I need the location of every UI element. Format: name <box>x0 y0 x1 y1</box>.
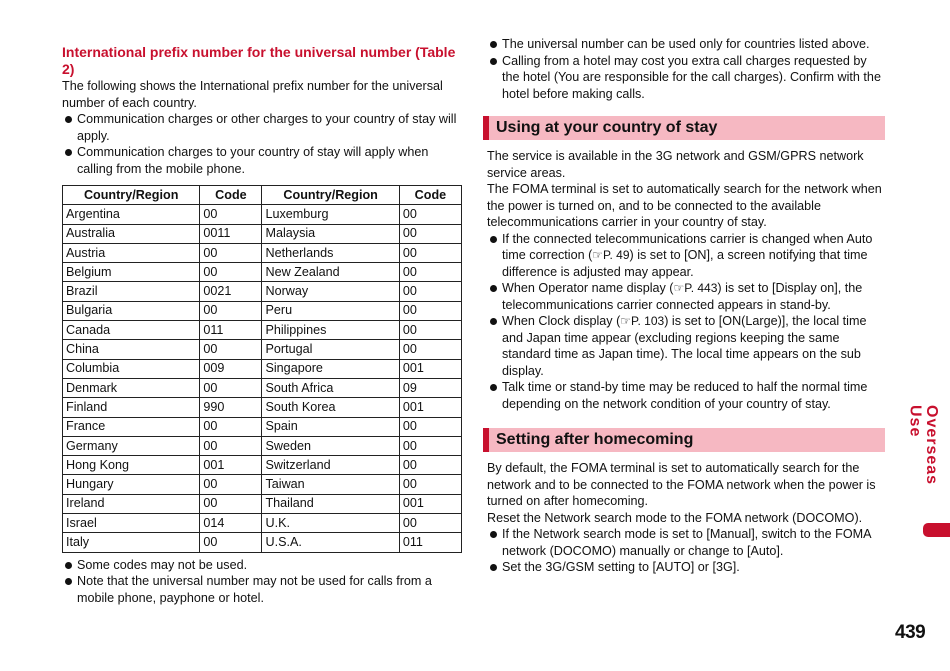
page-reference: ☞P. 49 <box>592 248 630 262</box>
page-reference: ☞P. 103 <box>620 314 665 328</box>
bullet-item: Note that the universal number may not be used for calls from a mobile phone, payphone or hotel. <box>62 573 462 606</box>
page-reference: ☞P. 443 <box>673 281 718 295</box>
cell-country: France <box>63 417 200 436</box>
table-row <box>63 533 462 552</box>
section-paragraph: The FOMA terminal is set to automatically search for the network when the power is turned on, and to be connected to the available telecommunications carrier in your country of stay. <box>487 182 882 229</box>
cell-code: 0021 <box>200 282 262 301</box>
cell-country: Ireland <box>63 494 200 513</box>
header-country-1: Country/Region <box>63 186 200 205</box>
bullet-item: If the Network search mode is set to [Manual], switch to the FOMA network (DOCOMO) manually or change to [Auto]. <box>487 526 887 559</box>
band-accent-bar <box>483 428 489 452</box>
cell-country: New Zealand <box>262 263 399 282</box>
cell-code: 00 <box>399 243 461 262</box>
page-number: 439 <box>895 622 926 643</box>
cell-country: Hong Kong <box>63 456 200 475</box>
cell-country: Italy <box>63 533 200 552</box>
right-top-bullets <box>487 36 887 102</box>
cell-code: 001 <box>399 398 461 417</box>
cell-country: Sweden <box>262 436 399 455</box>
cell-code: 0011 <box>200 224 262 243</box>
cell-code: 00 <box>200 340 262 359</box>
table-row <box>63 321 462 340</box>
section-paragraph: The service is available in the 3G network and GSM/GPRS network service areas. <box>487 149 864 180</box>
table-row <box>63 340 462 359</box>
cell-country: Malaysia <box>262 224 399 243</box>
cell-code: 00 <box>399 282 461 301</box>
table-row <box>63 475 462 494</box>
cell-country: Austria <box>63 243 200 262</box>
table-row <box>63 301 462 320</box>
cell-country: South Korea <box>262 398 399 417</box>
cell-code: 00 <box>399 301 461 320</box>
section-title: Setting after homecoming <box>496 431 694 448</box>
cell-code: 00 <box>399 340 461 359</box>
top-bullet-list <box>62 111 462 177</box>
cell-country: Peru <box>262 301 399 320</box>
table-row <box>63 378 462 397</box>
cell-code: 00 <box>200 301 262 320</box>
cell-code: 00 <box>200 243 262 262</box>
cell-country: U.S.A. <box>262 533 399 552</box>
cell-code: 001 <box>200 456 262 475</box>
cell-country: Spain <box>262 417 399 436</box>
cell-country: China <box>63 340 200 359</box>
cell-code: 00 <box>200 533 262 552</box>
cell-country: Australia <box>63 224 200 243</box>
cell-country: Canada <box>63 321 200 340</box>
table-row <box>63 224 462 243</box>
cell-country: South Africa <box>262 378 399 397</box>
cell-country: Portugal <box>262 340 399 359</box>
table-row <box>63 417 462 436</box>
cell-code: 00 <box>200 494 262 513</box>
cell-code: 00 <box>200 436 262 455</box>
bullet-item: When Operator name display (☞P. 443) is set to [Display on], the telecommunications carrier connected appears in stand-by. <box>487 280 887 313</box>
cell-code: 00 <box>399 514 461 533</box>
cell-code: 00 <box>200 205 262 224</box>
table-heading: International prefix number for the universal number (Table 2) <box>62 44 456 77</box>
header-code-2: Code <box>399 186 461 205</box>
band-accent-bar <box>483 116 489 140</box>
cell-code: 014 <box>200 514 262 533</box>
cell-country: Singapore <box>262 359 399 378</box>
table-row <box>63 494 462 513</box>
table-body <box>63 205 462 552</box>
table-row <box>63 398 462 417</box>
section-band-homecoming <box>483 428 885 452</box>
right-column <box>487 36 887 576</box>
table-header-row <box>63 186 462 205</box>
bullet-item: When Clock display (☞P. 103) is set to [ON(Large)], the local time and Japan time appear (excluding regions keeping the same standard time as Japan time). The local time appears on the sub display. <box>487 313 887 379</box>
intro-text: The following shows the International prefix number for the universal number of each country. <box>62 79 443 110</box>
section-paragraph: By default, the FOMA terminal is set to automatically search for the network and to be connected to the FOMA network when the power is turned on after homecoming. <box>487 461 876 508</box>
cell-code: 011 <box>200 321 262 340</box>
cell-code: 00 <box>399 475 461 494</box>
cell-code: 011 <box>399 533 461 552</box>
cell-code: 00 <box>399 205 461 224</box>
cell-code: 001 <box>399 494 461 513</box>
chapter-tab-label: Overseas Use <box>906 405 940 486</box>
cell-code: 09 <box>399 378 461 397</box>
cell-country: Finland <box>63 398 200 417</box>
chapter-tab-marker <box>923 523 950 537</box>
header-country-2: Country/Region <box>262 186 399 205</box>
cell-country: Columbia <box>63 359 200 378</box>
cell-country: Belgium <box>63 263 200 282</box>
cell-country: Switzerland <box>262 456 399 475</box>
table-row <box>63 436 462 455</box>
cell-code: 00 <box>399 417 461 436</box>
cell-country: Luxemburg <box>262 205 399 224</box>
cell-country: Netherlands <box>262 243 399 262</box>
header-code-1: Code <box>200 186 262 205</box>
chapter-side-tab <box>906 405 940 540</box>
cell-code: 00 <box>200 263 262 282</box>
table-row <box>63 282 462 301</box>
bullet-item: Calling from a hotel may cost you extra call charges requested by the hotel (You are responsible for the call charges). Confirm with the hotel before making calls. <box>487 53 887 103</box>
table-row <box>63 263 462 282</box>
bottom-bullet-list <box>62 557 462 607</box>
section-paragraph: Reset the Network search mode to the FOMA network (DOCOMO). <box>487 510 863 525</box>
section-band-country-of-stay <box>483 116 885 140</box>
cell-code: 990 <box>200 398 262 417</box>
table-row <box>63 205 462 224</box>
bullet-item: Some codes may not be used. <box>62 557 462 574</box>
bullet-item: Communication charges or other charges to your country of stay will apply. <box>62 111 462 144</box>
cell-code: 00 <box>399 321 461 340</box>
section-title: Using at your country of stay <box>496 119 718 136</box>
table-row <box>63 243 462 262</box>
cell-country: Philippines <box>262 321 399 340</box>
cell-country: Brazil <box>63 282 200 301</box>
left-column <box>62 44 462 606</box>
cell-code: 00 <box>200 378 262 397</box>
cell-code: 00 <box>399 436 461 455</box>
cell-code: 00 <box>200 475 262 494</box>
cell-country: Israel <box>63 514 200 533</box>
bullet-item: Communication charges to your country of stay will apply when calling from the mobile phone. <box>62 144 462 177</box>
table-row <box>63 514 462 533</box>
table-row <box>63 359 462 378</box>
cell-country: Taiwan <box>262 475 399 494</box>
bullet-item: If the connected telecommunications carrier is changed when Auto time correction (☞P. 49) is set to [ON], a screen notifying that time difference is adjusted may appear. <box>487 231 887 281</box>
cell-code: 00 <box>200 417 262 436</box>
cell-code: 001 <box>399 359 461 378</box>
cell-code: 00 <box>399 263 461 282</box>
cell-code: 00 <box>399 456 461 475</box>
section2-bullets <box>487 526 887 576</box>
cell-country: Bulgaria <box>63 301 200 320</box>
section1-bullets <box>487 231 887 413</box>
cell-country: U.K. <box>262 514 399 533</box>
cell-country: Thailand <box>262 494 399 513</box>
table-row <box>63 456 462 475</box>
bullet-item: The universal number can be used only for countries listed above. <box>487 36 887 53</box>
bullet-item: Set the 3G/GSM setting to [AUTO] or [3G]. <box>487 559 887 576</box>
prefix-table <box>62 185 462 553</box>
cell-code: 00 <box>399 224 461 243</box>
cell-country: Germany <box>63 436 200 455</box>
cell-country: Hungary <box>63 475 200 494</box>
bullet-item: Talk time or stand-by time may be reduced to half the normal time depending on the network condition of your country of stay. <box>487 379 887 412</box>
cell-country: Argentina <box>63 205 200 224</box>
cell-code: 009 <box>200 359 262 378</box>
cell-country: Norway <box>262 282 399 301</box>
cell-country: Denmark <box>63 378 200 397</box>
